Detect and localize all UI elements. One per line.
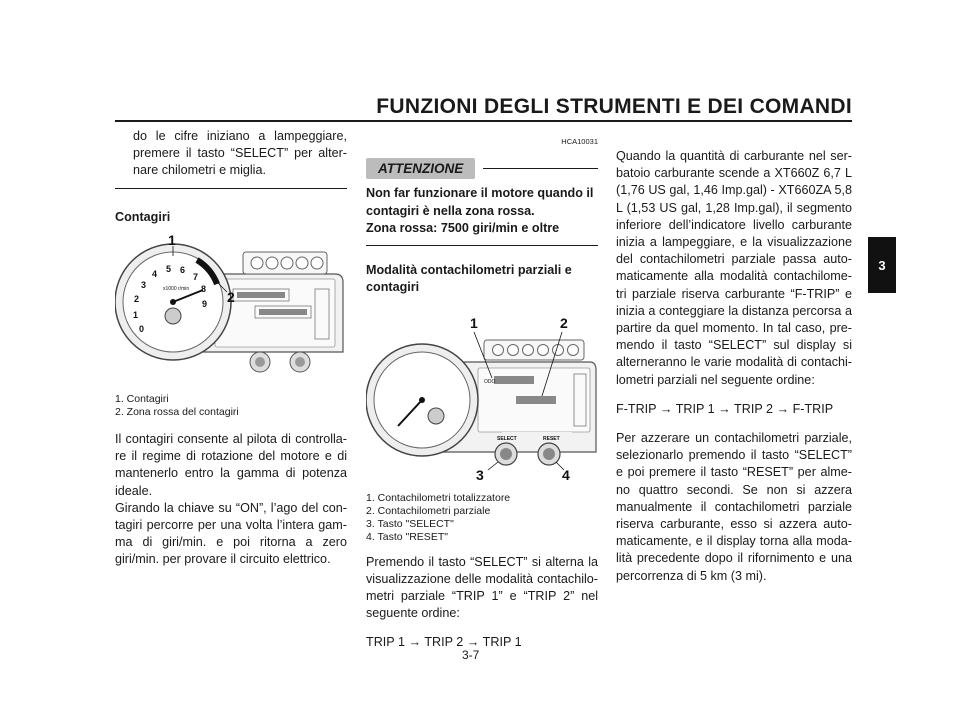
column-3: [616, 128, 852, 585]
svg-text:4: 4: [152, 268, 158, 279]
callout-2: 2: [227, 288, 235, 305]
warning-code: HCA10031: [561, 137, 598, 146]
caption-3: 3. Tasto "SELECT": [366, 517, 454, 530]
reset-label: RESET: [543, 436, 560, 443]
fuel-trip-paragraph: Quando la quantità di carburante nel ser- batoio carburante scende a XT660Z 6,7 L (1,76 US gal, 1,46 Imp.gal) - XT660ZA 5,8 L (1,53 US gal, 1,28 Imp.gal), il segmento inferiore dell’indicatore livello carburante inizia a lampeggiare, e la visualizzazione del contachilometri parziale passa auto- maticamente alla modalità contachilome- tri parziale riserva carburante “F-TRIP” e inizia a conteggiare la distanza percorsa a partire da quel momento. In tal caso, pre- mendo il tasto “SELECT” sul display si alterneranno le varie modalità di contachi- lometri parziali nel seguente ordine:: [616, 149, 852, 387]
header-rule: [115, 120, 852, 122]
callout-4: 4: [562, 467, 570, 481]
page-number: 3-7: [462, 648, 480, 662]
warning-text: Non far funzionare il motore quando il contagiri è nella zona rossa.: [366, 186, 594, 218]
svg-text:6: 6: [180, 264, 186, 275]
caption-1: 1. Contagiri: [115, 393, 169, 406]
callout-2: 2: [560, 315, 568, 332]
intro-text: do le cifre iniziano a lampeggiare, premere il tasto “SELECT” per alter- nare chilometri e miglia.: [133, 129, 347, 178]
chapter-tab: 3: [868, 237, 896, 293]
warning-header: [366, 158, 598, 179]
figure-captions: [366, 492, 598, 544]
svg-text:0: 0: [139, 323, 145, 334]
select-label: SELECT: [497, 436, 517, 443]
tachometer-paragraph-1: Il contagiri consente al pilota di controlla- re il regime di rotazione del motore e di mantenerlo entro la gamma di potenza ideale.: [115, 432, 347, 498]
warning-rule: [483, 168, 598, 169]
tachometer-illustration: [115, 234, 347, 384]
trip-sequence: TRIP 1 → TRIP 2 → TRIP 1: [366, 635, 522, 650]
svg-text:8: 8: [201, 283, 207, 294]
warning-zone: Zona rossa: 7500 giri/min e oltre: [366, 220, 560, 235]
callout-1: 1: [470, 315, 478, 332]
column-1: [115, 128, 347, 569]
svg-text:9: 9: [202, 298, 208, 309]
section-heading-tachometer: Contagiri: [115, 209, 171, 224]
column-2: [366, 128, 598, 652]
page-header-title: FUNZIONI DEGLI STRUMENTI E DEI COMANDI: [376, 95, 852, 118]
trip-meter-figure: [366, 304, 598, 485]
trip-paragraph: Premendo il tasto “SELECT” si alterna la visualizzazione delle modalità contachilo- metri parziale “TRIP 1” e “TRIP 2” nel seguente ordine:: [366, 554, 598, 621]
warning-label: ATTENZIONE: [366, 158, 475, 179]
svg-text:3: 3: [141, 279, 147, 290]
callout-3: 3: [476, 467, 484, 481]
trip-meter-illustration: [366, 304, 598, 480]
reset-paragraph: Per azzerare un contachilometri parziale, selezionarlo premendo il tasto “SELECT” e poi premere il tasto “RESET” per alme- no quattro secondi. Se non si azzera manualmente il contachilometri parziale riserva carburante, esso si azzera auto- maticamente, e il display torna alla moda- lità precedente dopo il rifornimento e una percorrenza di 5 km (3 mi).: [616, 431, 852, 583]
caption-2: 2. Zona rossa del contagiri: [115, 406, 239, 419]
figure-captions: [115, 393, 347, 419]
section-rule: [115, 188, 347, 189]
svg-text:2: 2: [134, 293, 140, 304]
svg-text:1: 1: [133, 309, 139, 320]
caption-1: 1. Contachilometri totalizzatore: [366, 491, 511, 504]
caption-4: 4. Tasto "RESET": [366, 530, 448, 543]
rpm-multiplier-label: x1000 r/min: [163, 285, 190, 292]
warning-end-rule: [366, 245, 598, 246]
callout-1: 1: [168, 233, 176, 248]
tachometer-paragraph-2: Girando la chiave su “ON”, l’ago del con- tagiri percorre per una volta l’intera gam- ma di giri/min. e poi ritorna a zero giri/min. per provare il circuito elettrico.: [115, 500, 347, 567]
section-heading-trip-modes: Modalità contachilometri parziali e contagiri: [366, 263, 572, 295]
tachometer-figure: [115, 234, 347, 389]
fuel-trip-sequence: F-TRIP → TRIP 1 → TRIP 2 → F-TRIP: [616, 401, 834, 416]
svg-text:ODO: ODO: [484, 379, 496, 386]
svg-text:5: 5: [166, 263, 172, 274]
svg-text:7: 7: [193, 271, 199, 282]
caption-2: 2. Contachilometri parziale: [366, 504, 491, 517]
